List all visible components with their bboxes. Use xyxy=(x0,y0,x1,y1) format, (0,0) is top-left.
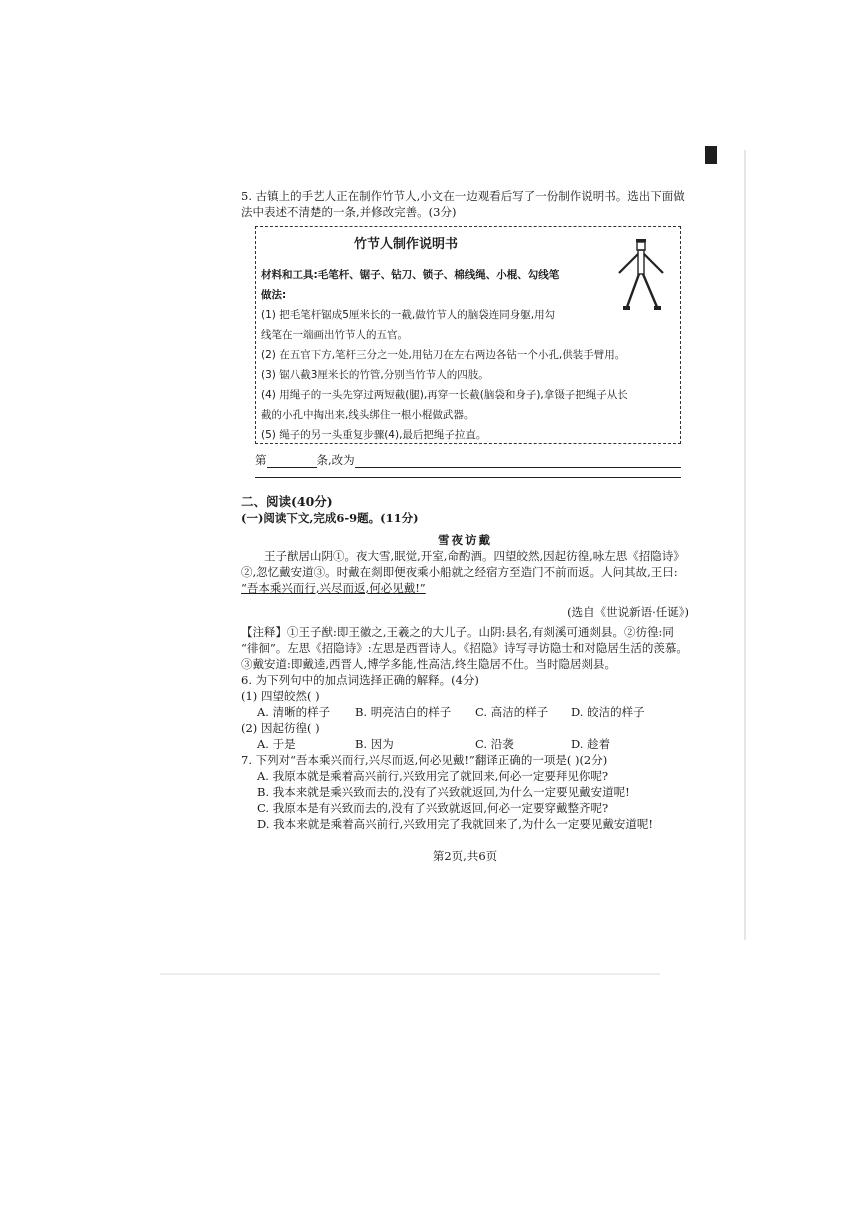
step-line: (5) 绳子的另一头重复步骤(4),最后把绳子拉直。 xyxy=(261,429,487,441)
step-line: 截的小孔中掏出来,线头绑住一根小棍做武器。 xyxy=(261,409,475,421)
annotation-line: ③戴安道:即戴逵,西晋人,博学多能,性高洁,终生隐居不仕。当时隐居剡县。 xyxy=(241,657,616,671)
option-c[interactable]: C. 高洁的样子 xyxy=(475,705,549,719)
fill-mid: 条,改为 xyxy=(316,453,355,467)
annotation-line: “徘徊”。左思《招隐诗》:左思是西晋诗人。《招隐》诗写寻访隐士和对隐居生活的羡慕。 xyxy=(241,641,688,655)
question-6-sub2: (2) 因起彷徨( ) xyxy=(241,721,320,735)
step-line: (4) 用绳子的一头先穿过两短截(腿),再穿一长截(脑袋和身子),拿镊子把绳子从长 xyxy=(261,389,628,401)
method-label: 做法: xyxy=(261,289,287,301)
option-c[interactable]: C. 我原本是有兴致而去的,没有了兴致就返回,何必一定要穿戴整齐呢? xyxy=(257,801,609,815)
fill-prefix: 第 xyxy=(255,453,267,467)
passage-line: 王子猷居山阴①。夜大雪,眠觉,开室,命酌酒。四望皎然,因起彷徨,咏左思《招隐诗》 xyxy=(264,549,685,563)
step-number-blank[interactable] xyxy=(267,455,317,468)
question-6-stem: 6. 为下列句中的加点词选择正确的解释。(4分) xyxy=(241,673,479,687)
passage-quote: “吾本乘兴而行,兴尽而返,何必见戴!” xyxy=(241,581,426,595)
question-5-stem: 5. 古镇上的手艺人正在制作竹节人,小文在一边观看后写了一份制作说明书。选出下面做法中表述不清楚的一条,并修改完善。(3分) xyxy=(241,189,685,219)
passage-source: (选自《世说新语·任诞》) xyxy=(567,605,689,619)
revision-blank-line-2[interactable] xyxy=(255,476,681,478)
box-title: 竹节人制作说明书 xyxy=(353,237,458,252)
passage-title: 雪夜访戴 xyxy=(438,533,492,547)
step-line: (3) 锯八截3厘米长的竹管,分别当竹节人的四肢。 xyxy=(261,369,489,381)
option-b[interactable]: B. 明亮洁白的样子 xyxy=(355,705,452,719)
instruction-box xyxy=(255,226,681,444)
option-a[interactable]: A. 清晰的样子 xyxy=(257,705,331,719)
question-6-sub2-options xyxy=(241,736,689,752)
option-d[interactable]: D. 皎洁的样子 xyxy=(571,705,645,719)
option-b[interactable]: B. 因为 xyxy=(355,737,394,751)
page-edge-bottom xyxy=(160,973,660,975)
question-6-sub1: (1) 四望皎然( ) xyxy=(241,689,320,703)
option-d[interactable]: D. 我本来就是乘着高兴前行,兴致用完了我就回来了,为什么一定要见戴安道呢! xyxy=(257,817,654,831)
option-c[interactable]: C. 沿袭 xyxy=(475,737,514,751)
step-line: 线笔在一端画出竹节人的五官。 xyxy=(261,329,408,341)
revision-blank[interactable] xyxy=(355,455,681,468)
reading-part-heading: (一)阅读下文,完成6-9题。(11分) xyxy=(241,511,419,525)
exam-page xyxy=(241,188,689,864)
section-heading: 二、阅读(40分) xyxy=(241,494,333,509)
page-edge xyxy=(744,150,746,940)
option-a[interactable]: A. 于是 xyxy=(257,737,296,751)
option-d[interactable]: D. 趁着 xyxy=(571,737,611,751)
step-line: (1) 把毛笔杆锯成5厘米长的一截,做竹节人的脑袋连同身躯,用勾 xyxy=(261,309,556,321)
step-line: (2) 在五官下方,笔杆三分之一处,用钻刀在左右两边各钻一个小孔,供装手臂用。 xyxy=(261,349,626,361)
option-a[interactable]: A. 我原本就是乘着高兴前行,兴致用完了就回来,何必一定要拜见你呢? xyxy=(257,769,609,783)
passage-line: ②,忽忆戴安道③。时戴在剡即便夜乘小船就之经宿方至造门不前而返。人问其故,王曰: xyxy=(241,565,678,579)
annotation-line: 【注释】①王子猷:即王徽之,王羲之的大儿子。山阴:县名,有剡溪可通剡县。②彷徨:同 xyxy=(241,625,674,639)
instruction-body xyxy=(261,265,671,445)
question-6-sub1-options xyxy=(241,704,689,720)
materials-line: 材料和工具:毛笔杆、锯子、钻刀、锁子、棉线绳、小棍、勾线笔 xyxy=(261,269,560,281)
answer-fill-line xyxy=(255,452,689,468)
question-7-stem: 7. 下列对“吾本乘兴而行,兴尽而返,何必见戴!”翻译正确的一项是( )(2分) xyxy=(241,753,608,767)
corner-mark xyxy=(705,146,717,164)
page-number: 第2页,共6页 xyxy=(432,849,498,863)
option-b[interactable]: B. 我本来就是乘兴致而去的,没有了兴致就返回,为什么一定要见戴安道呢! xyxy=(257,785,630,799)
